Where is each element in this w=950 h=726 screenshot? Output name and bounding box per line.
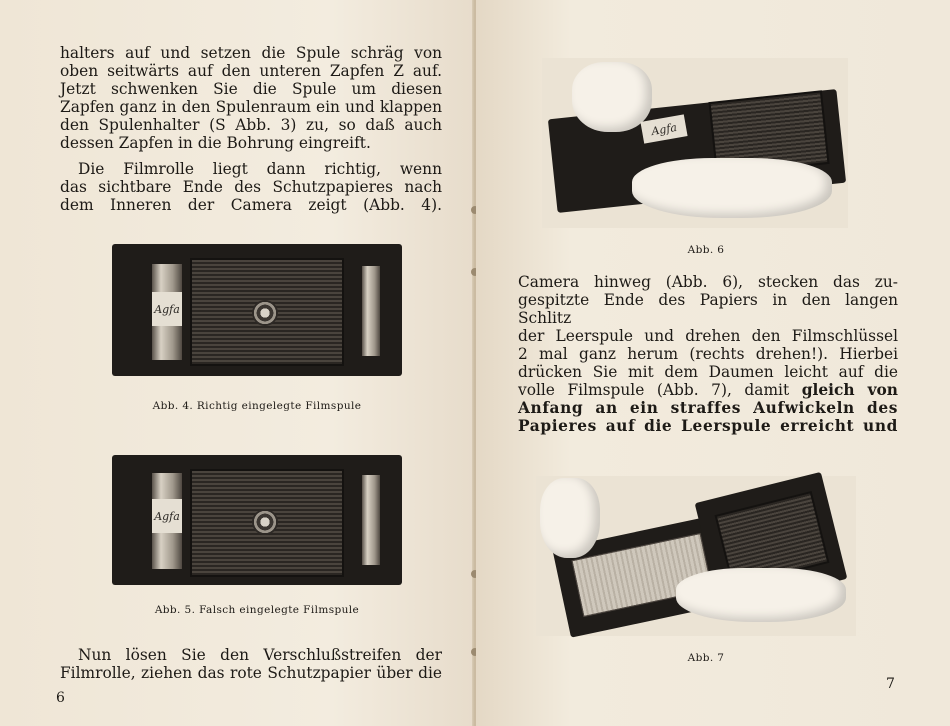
figure-7-photo bbox=[536, 476, 856, 636]
bold-text-line: Papieres auf die Leerspule erreicht und bbox=[518, 417, 898, 435]
bold-text-line: Anfang an ein straffes Aufwickeln des bbox=[518, 399, 898, 417]
paragraph-2 bbox=[60, 160, 442, 214]
text-line: Nun lösen Sie den Verschlußstreifen der bbox=[78, 646, 442, 664]
agfa-label bbox=[152, 292, 182, 326]
lens-icon bbox=[252, 300, 278, 326]
agfa-logo-text: Agfa bbox=[154, 302, 180, 316]
text-line: gespitzte Ende des Papiers in den langen Schlitz bbox=[518, 291, 898, 327]
text-line: den Spulenhalter (S Abb. 3) zu, so daß auch bbox=[60, 116, 442, 134]
figure-5-photo bbox=[112, 455, 402, 585]
agfa-logo-text: Agfa bbox=[154, 509, 180, 523]
text-line: Zapfen ganz in den Spulenraum ein und klappen bbox=[60, 98, 442, 116]
left-page bbox=[0, 0, 474, 726]
text-line: 2 mal ganz herum (rechts drehen!). Hierbei bbox=[518, 345, 898, 363]
text-line: Jetzt schwenken Sie die Spule um diesen bbox=[60, 80, 442, 98]
text-line: Camera hinweg (Abb. 6), stecken das zu- bbox=[518, 273, 898, 291]
hand-lower bbox=[632, 158, 832, 218]
page-number-left: 6 bbox=[56, 690, 65, 706]
film-spool-empty bbox=[362, 266, 380, 356]
figure-4-photo bbox=[112, 244, 402, 376]
right-page bbox=[476, 0, 950, 726]
page-number-right: 7 bbox=[886, 676, 895, 692]
text-line: dessen Zapfen in die Bohrung eingreift. bbox=[60, 134, 371, 152]
lens-icon bbox=[252, 509, 278, 535]
hand-right bbox=[676, 568, 846, 622]
agfa-logo-text: Agfa bbox=[650, 120, 678, 138]
text-line: oben seitwärts auf den unteren Zapfen Z auf. bbox=[60, 62, 442, 80]
hand-left bbox=[540, 478, 600, 558]
figure-6-caption: Abb. 6 bbox=[687, 244, 725, 256]
text-line: Die Filmrolle liegt dann richtig, wenn bbox=[78, 160, 442, 178]
agfa-label bbox=[152, 499, 182, 533]
figure-6-photo bbox=[542, 58, 848, 228]
text-line: der Leerspule und drehen den Filmschlüssel bbox=[518, 327, 898, 345]
figure-4-caption: Abb. 4. Richtig eingelegte Filmspule bbox=[152, 400, 362, 412]
text-span: volle Filmspule (Abb. 7), damit bbox=[518, 381, 802, 399]
text-line: dem Inneren der Camera zeigt (Abb. 4). bbox=[60, 196, 442, 214]
text-line: halters auf und setzen die Spule schräg von bbox=[60, 44, 442, 62]
film-spool-empty bbox=[362, 475, 380, 565]
text-line: Filmrolle, ziehen das rote Schutzpapier über die bbox=[60, 664, 442, 682]
paragraph-1 bbox=[60, 44, 442, 152]
paragraph-right bbox=[518, 273, 898, 435]
text-line: das sichtbare Ende des Schutzpapieres nach bbox=[60, 178, 442, 196]
paragraph-3 bbox=[60, 646, 442, 682]
bold-text-span: gleich von bbox=[801, 381, 898, 399]
text-line: drücken Sie mit dem Daumen leicht auf die bbox=[518, 363, 898, 381]
text-line bbox=[518, 381, 898, 399]
figure-5-caption: Abb. 5. Falsch eingelegte Filmspule bbox=[154, 604, 360, 616]
figure-7-caption: Abb. 7 bbox=[687, 652, 725, 664]
